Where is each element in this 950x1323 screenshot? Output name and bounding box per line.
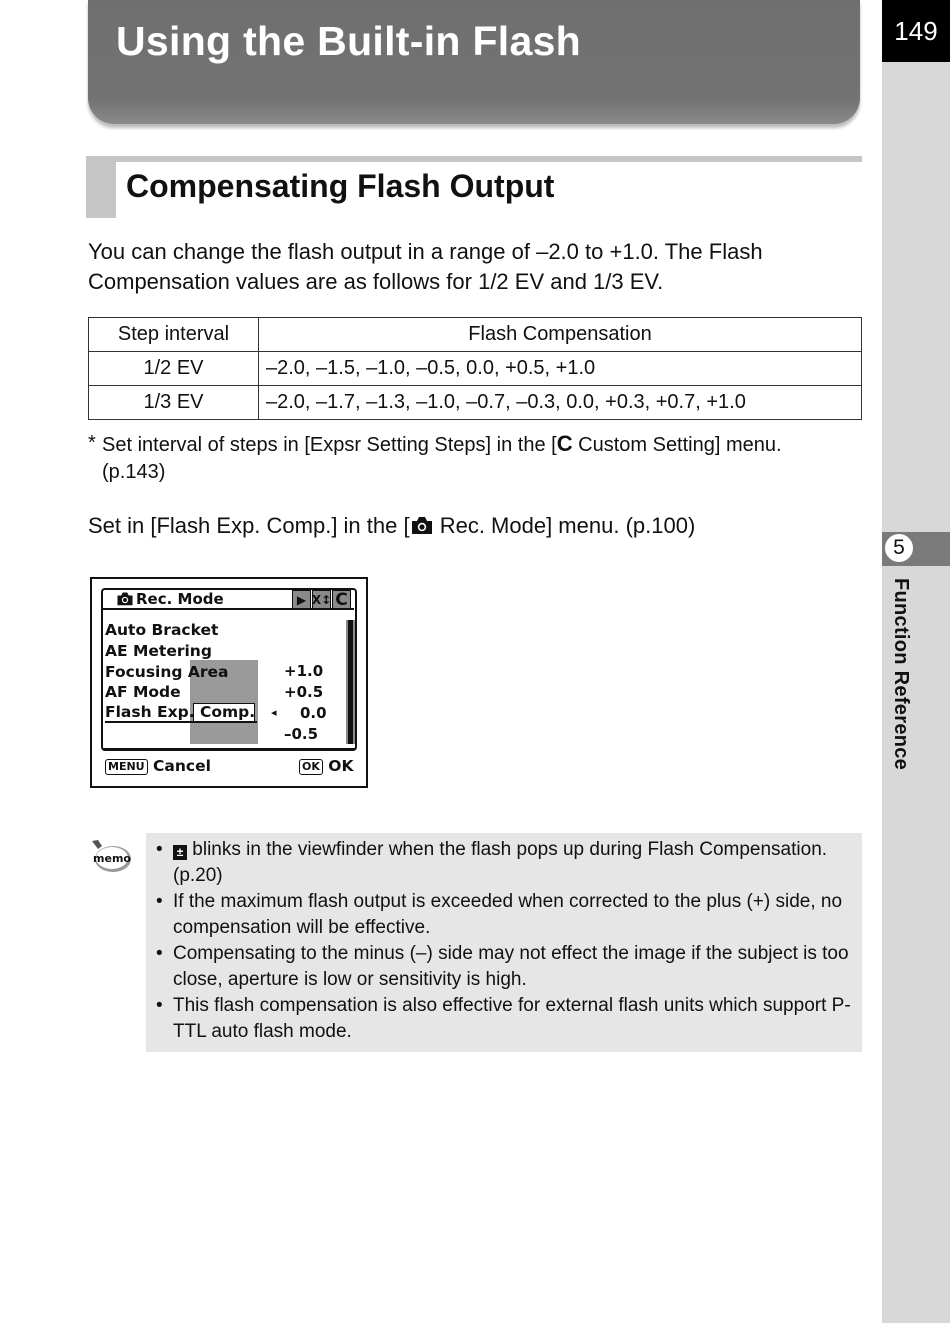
footnote <box>88 430 858 486</box>
section-title: Compensating Flash Output <box>126 168 555 204</box>
menu-item-flash-exp-comp[interactable]: Flash Exp. Comp. <box>105 703 256 721</box>
table-header: Flash Compensation <box>259 318 862 352</box>
set-in-after: Rec. Mode] menu. (p.100) <box>433 513 696 538</box>
memo-text: blinks in the viewfinder when the flash pops up during Flash Compensation. (p.20) <box>173 839 828 886</box>
list-item <box>156 837 852 889</box>
memo-text: Compensating to the minus (–) side may not effect the image if the subject is too close, aperture is low or sensitivity is high. <box>173 943 849 990</box>
lcd-cancel[interactable] <box>105 757 211 775</box>
table-row <box>89 386 862 420</box>
memo-icon-label: memo <box>93 852 131 865</box>
bullet: • <box>156 943 163 964</box>
intro-paragraph: You can change the flash output in a range of –2.0 to +1.0. The Flash Compensation values are as follows for 1/2 EV and 1/3 EV. <box>88 239 763 294</box>
list-item <box>156 993 852 1045</box>
section-marker <box>86 156 116 218</box>
menu-item-ae-metering[interactable]: AE Metering <box>105 642 212 660</box>
footnote-star: * <box>88 432 96 454</box>
table-cell: –2.0, –1.5, –1.0, –0.5, 0.0, +0.5, +1.0 <box>259 352 862 386</box>
menu-item-focusing-area[interactable]: Focusing Area <box>105 663 229 681</box>
footnote-page-ref: (p.143) <box>102 461 166 483</box>
custom-tab-icon[interactable]: C <box>332 590 351 609</box>
bullet: • <box>156 839 163 860</box>
table-cell: 1/3 EV <box>89 386 259 420</box>
lcd-scrollbar[interactable] <box>348 620 353 744</box>
flash-compensation-icon: ± <box>173 845 187 860</box>
selected-caret-icon: ◂ <box>271 706 277 719</box>
bullet: • <box>156 995 163 1016</box>
table-header-row <box>89 318 862 352</box>
table-header: Step interval <box>89 318 259 352</box>
playback-tab-icon[interactable]: ▶ <box>292 590 311 609</box>
compensation-table <box>88 317 862 420</box>
lcd-ok[interactable] <box>299 757 353 775</box>
memo-text: This flash compensation is also effective for external flash units which support P-TTL auto flash mode. <box>173 995 851 1042</box>
table-cell: 1/2 EV <box>89 352 259 386</box>
menu-item-auto-bracket[interactable]: Auto Bracket <box>105 621 219 639</box>
ok-key-icon: OK <box>299 759 323 775</box>
bullet: • <box>156 891 163 912</box>
section-rule <box>86 156 862 162</box>
table-cell: –2.0, –1.7, –1.3, –1.0, –0.7, –0.3, 0.0, +0.3, +0.7, +1.0 <box>259 386 862 420</box>
lcd-ok-label: OK <box>328 757 354 775</box>
set-in-before: Set in [Flash Exp. Comp.] in the [ <box>88 513 410 538</box>
footnote-text <box>102 430 858 486</box>
chapter-number: 5 <box>884 533 914 563</box>
list-item <box>156 889 852 941</box>
memo-box <box>146 833 862 1052</box>
page-title: Using the Built-in Flash <box>116 18 582 64</box>
list-item <box>156 941 852 993</box>
title-banner <box>88 0 860 124</box>
memo-text: If the maximum flash output is exceeded when corrected to the plus (+) side, no compensation will be effective. <box>173 891 843 938</box>
option-plus-0-5[interactable]: +0.5 <box>284 683 324 701</box>
lcd-menu-title: Rec. Mode <box>136 590 224 608</box>
option-plus-1-0[interactable]: +1.0 <box>284 662 324 680</box>
footnote-before: Set interval of steps in [Expsr Setting Steps] in the [ <box>102 434 557 456</box>
lcd-cancel-label: Cancel <box>153 757 211 775</box>
setup-tab-icon[interactable]: X↕ <box>312 590 331 609</box>
menu-key-icon: MENU <box>105 759 148 775</box>
memo-list <box>156 837 852 1045</box>
table-row <box>89 352 862 386</box>
memo-icon <box>88 838 132 883</box>
chapter-label: Function Reference <box>890 578 912 771</box>
lcd-footer-divider <box>102 748 356 750</box>
option-0-0[interactable]: 0.0 <box>300 704 327 722</box>
menu-item-af-mode[interactable]: AF Mode <box>105 683 181 701</box>
footnote-after: Custom Setting] menu. <box>572 434 782 456</box>
custom-setting-icon: C <box>556 431 573 456</box>
page-number: 149 <box>882 0 950 62</box>
option-minus-0-5[interactable]: –0.5 <box>284 725 319 743</box>
set-in-instruction <box>88 513 695 541</box>
camera-icon <box>410 515 434 541</box>
